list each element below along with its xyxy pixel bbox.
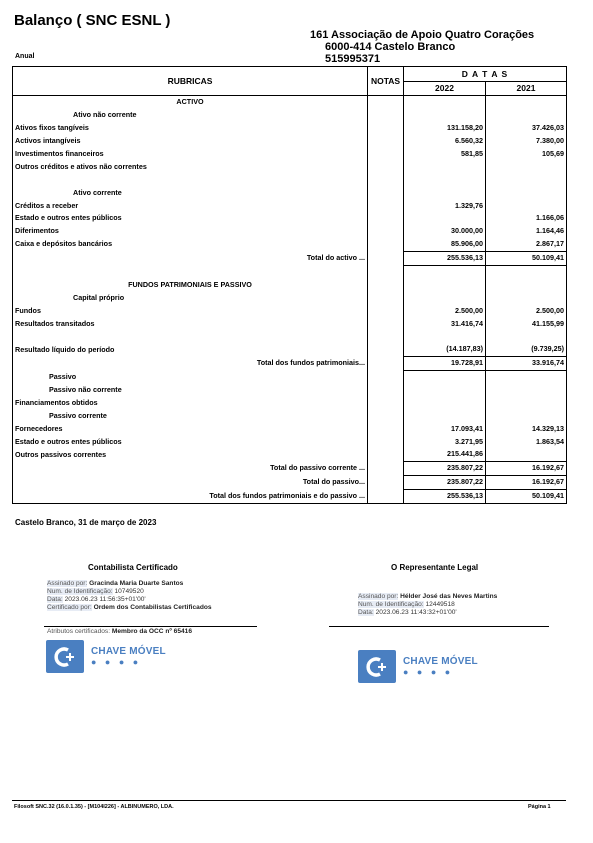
col-datas: D A T A S: [404, 67, 567, 82]
row-value-2021: [486, 265, 567, 278]
row-notes: [368, 265, 404, 278]
row-value-2022: 19.728,91: [404, 356, 486, 370]
row-value-2021: 33.916,74: [486, 356, 567, 370]
row-value-2022: 6.560,32: [404, 135, 486, 148]
document-title: Balanço ( SNC ESNL ): [14, 12, 171, 29]
sig-label: Assinado por:: [358, 593, 399, 600]
row-value-2021: [486, 96, 567, 109]
row-label: Fornecedores: [13, 422, 368, 435]
table-row: [13, 212, 567, 225]
row-value-2022: [404, 384, 486, 397]
sig-signer: Hélder José das Neves Martins: [400, 593, 498, 600]
table-row: [13, 330, 567, 343]
row-label: Resultado líquido do período: [13, 343, 368, 356]
row-notes: [368, 330, 404, 343]
total-row: [13, 475, 567, 489]
logo-text: CHAVE MÓVEL: [91, 646, 166, 657]
row-value-2022: [404, 330, 486, 343]
table-row: [13, 135, 567, 148]
table-row: [13, 291, 567, 304]
row-label: ACTIVO: [13, 96, 368, 109]
col-year-2: 2021: [486, 81, 567, 96]
org-nif: 515995371: [325, 53, 381, 65]
footer-page-number: Página 1: [528, 804, 551, 810]
row-notes: [368, 291, 404, 304]
chave-movel-logo-right: [358, 650, 478, 683]
row-value-2022: 581,85: [404, 148, 486, 161]
table-row: [13, 448, 567, 461]
row-notes: [368, 304, 404, 317]
logo-dots: ● ● ● ●: [403, 667, 454, 677]
row-value-2021: [486, 448, 567, 461]
sig-cert: Ordem dos Contabilistas Certificados: [93, 604, 212, 611]
total-row: [13, 251, 567, 265]
table-row: [13, 317, 567, 330]
org-name: 161 Associação de Apoio Quatro Corações: [310, 29, 535, 41]
sig-cert-label: Certificado por:: [47, 604, 92, 611]
row-notes: [368, 489, 404, 503]
row-label: Total dos fundos patrimoniais e do passivo ...: [13, 489, 368, 503]
sig-id: 10749520: [114, 588, 144, 595]
row-label: Outros passivos correntes: [13, 448, 368, 461]
chave-movel-icon: [358, 650, 396, 683]
table-row: [13, 122, 567, 135]
row-value-2021: 14.329,13: [486, 422, 567, 435]
logo-text: CHAVE MÓVEL: [403, 656, 478, 667]
row-notes: [368, 356, 404, 370]
sig-id: 12449518: [425, 601, 455, 608]
signature-block-accountant: [47, 580, 252, 612]
table-row: [13, 409, 567, 422]
row-value-2022: (14.187,83): [404, 343, 486, 356]
table-row: [13, 238, 567, 251]
row-label: [13, 330, 368, 343]
row-value-2021: [486, 330, 567, 343]
row-label: Total do activo ...: [13, 251, 368, 265]
sig-id-label: Num. de Identificação:: [47, 588, 113, 595]
row-notes: [368, 343, 404, 356]
footer-software: Filosoft SNC.32 (16.0.1.35) - [M104I226] - ALBINUMERO, LDA.: [14, 804, 174, 810]
row-value-2022: 17.093,41: [404, 422, 486, 435]
row-label: Total do passivo...: [13, 475, 368, 489]
row-value-2022: 235.807,22: [404, 475, 486, 489]
sig-date: 2023.06.23 11:43:32+01'00': [375, 609, 457, 616]
row-notes: [368, 422, 404, 435]
row-notes: [368, 173, 404, 186]
row-value-2022: 215.441,86: [404, 448, 486, 461]
row-value-2021: 41.155,99: [486, 317, 567, 330]
sig-id-label: Num. de Identificação:: [358, 601, 424, 608]
row-value-2021: 16.192,67: [486, 461, 567, 475]
balance-rows: [13, 96, 567, 504]
row-notes: [368, 225, 404, 238]
row-value-2021: 1.166,06: [486, 212, 567, 225]
total-row: [13, 489, 567, 503]
row-label: FUNDOS PATRIMONIAIS E PASSIVO: [13, 278, 368, 291]
row-value-2022: [404, 370, 486, 383]
row-label: Ativo não corrente: [13, 109, 368, 122]
row-notes: [368, 199, 404, 212]
table-row: [13, 160, 567, 173]
table-row: [13, 109, 567, 122]
row-value-2022: [404, 109, 486, 122]
chave-movel-logo-left: [46, 640, 166, 673]
row-value-2022: [404, 96, 486, 109]
row-value-2021: [486, 199, 567, 212]
col-year-1: 2022: [404, 81, 486, 96]
row-value-2021: [486, 370, 567, 383]
total-row: [13, 356, 567, 370]
row-value-2022: 131.158,20: [404, 122, 486, 135]
row-value-2021: 2.867,17: [486, 238, 567, 251]
row-value-2021: [486, 173, 567, 186]
row-notes: [368, 384, 404, 397]
row-value-2021: 16.192,67: [486, 475, 567, 489]
row-label: Diferimentos: [13, 225, 368, 238]
row-value-2022: [404, 291, 486, 304]
row-notes: [368, 396, 404, 409]
signature-title-legal-rep: O Representante Legal: [391, 563, 479, 572]
row-notes: [368, 435, 404, 448]
row-notes: [368, 148, 404, 161]
signature-line-left: [44, 626, 257, 627]
row-value-2021: [486, 291, 567, 304]
row-value-2022: 255.536,13: [404, 489, 486, 503]
row-label: Ativo corrente: [13, 186, 368, 199]
row-label: Passivo corrente: [13, 409, 368, 422]
row-value-2021: 7.380,00: [486, 135, 567, 148]
row-value-2021: [486, 278, 567, 291]
row-value-2022: [404, 160, 486, 173]
logo-dots: ● ● ● ●: [91, 657, 142, 667]
table-row: [13, 199, 567, 212]
row-value-2021: [486, 409, 567, 422]
table-row: [13, 396, 567, 409]
sig-attributes: [47, 628, 192, 636]
row-label: Outros créditos e ativos não correntes: [13, 160, 368, 173]
table-row: [13, 304, 567, 317]
sig-attr-label: Atributos certificados:: [47, 628, 111, 635]
row-value-2021: 50.109,41: [486, 251, 567, 265]
table-row: [13, 422, 567, 435]
balance-table: [12, 66, 567, 504]
row-value-2022: [404, 212, 486, 225]
row-value-2021: [486, 384, 567, 397]
place-date: Castelo Branco, 31 de março de 2023: [15, 518, 157, 527]
row-notes: [368, 160, 404, 173]
row-label: Créditos a receber: [13, 199, 368, 212]
row-value-2021: [486, 186, 567, 199]
signature-line-right: [329, 626, 549, 627]
row-value-2022: 31.416,74: [404, 317, 486, 330]
row-notes: [368, 212, 404, 225]
table-row: [13, 186, 567, 199]
row-notes: [368, 251, 404, 265]
row-value-2022: [404, 278, 486, 291]
row-value-2022: 235.807,22: [404, 461, 486, 475]
table-row: [13, 173, 567, 186]
row-value-2022: 255.536,13: [404, 251, 486, 265]
row-value-2022: 1.329,76: [404, 199, 486, 212]
table-row: [13, 384, 567, 397]
row-label: Total do passivo corrente ...: [13, 461, 368, 475]
row-label: Fundos: [13, 304, 368, 317]
footer-divider: [12, 800, 566, 801]
organization-block: [310, 29, 534, 65]
signature-block-legal-rep: [358, 593, 558, 617]
col-rubricas: RUBRICAS: [13, 67, 368, 96]
table-row: [13, 435, 567, 448]
row-label: Caixa e depósitos bancários: [13, 238, 368, 251]
row-value-2022: [404, 186, 486, 199]
row-value-2021: [486, 109, 567, 122]
row-value-2021: (9.739,25): [486, 343, 567, 356]
row-notes: [368, 317, 404, 330]
total-row: [13, 461, 567, 475]
row-value-2022: 85.906,00: [404, 238, 486, 251]
row-notes: [368, 135, 404, 148]
row-label: Passivo não corrente: [13, 384, 368, 397]
row-label: Investimentos financeiros: [13, 148, 368, 161]
periodicity: Anual: [15, 53, 35, 60]
row-label: Capital próprio: [13, 291, 368, 304]
table-row: [13, 278, 567, 291]
row-value-2022: 3.271,95: [404, 435, 486, 448]
row-notes: [368, 409, 404, 422]
sig-label: Assinado por:: [47, 580, 88, 587]
col-notas: NOTAS: [368, 67, 404, 96]
row-label: Estado e outros entes públicos: [13, 212, 368, 225]
row-value-2021: 37.426,03: [486, 122, 567, 135]
row-label: [13, 265, 368, 278]
row-value-2021: [486, 396, 567, 409]
sig-date-label: Data:: [47, 596, 63, 603]
row-label: [13, 173, 368, 186]
row-value-2021: 105,69: [486, 148, 567, 161]
row-label: Resultados transitados: [13, 317, 368, 330]
row-label: Activos intangíveis: [13, 135, 368, 148]
row-value-2021: 2.500,00: [486, 304, 567, 317]
row-label: Estado e outros entes públicos: [13, 435, 368, 448]
row-value-2022: [404, 396, 486, 409]
row-value-2022: [404, 409, 486, 422]
row-label: Ativos fixos tangíveis: [13, 122, 368, 135]
row-notes: [368, 96, 404, 109]
row-notes: [368, 461, 404, 475]
row-label: Financiamentos obtidos: [13, 396, 368, 409]
chave-movel-icon: [46, 640, 84, 673]
row-notes: [368, 278, 404, 291]
sig-date-label: Data:: [358, 609, 374, 616]
row-value-2021: [486, 160, 567, 173]
row-value-2022: [404, 265, 486, 278]
row-value-2022: 2.500,00: [404, 304, 486, 317]
row-value-2021: 1.863,54: [486, 435, 567, 448]
row-notes: [368, 448, 404, 461]
table-row: [13, 370, 567, 383]
row-notes: [368, 238, 404, 251]
row-label: Total dos fundos patrimoniais...: [13, 356, 368, 370]
table-row: [13, 96, 567, 109]
row-notes: [368, 109, 404, 122]
table-row: [13, 225, 567, 238]
table-row: [13, 343, 567, 356]
signature-title-accountant: Contabilista Certificado: [88, 563, 178, 572]
row-value-2021: 50.109,41: [486, 489, 567, 503]
row-value-2022: [404, 173, 486, 186]
table-row: [13, 265, 567, 278]
row-notes: [368, 475, 404, 489]
sig-attr: Membro da OCC nº 65416: [111, 628, 192, 635]
row-value-2021: 1.164,46: [486, 225, 567, 238]
row-notes: [368, 370, 404, 383]
row-notes: [368, 122, 404, 135]
row-label: Passivo: [13, 370, 368, 383]
sig-signer: Gracinda Maria Duarte Santos: [89, 580, 184, 587]
sig-date: 2023.06.23 11:56:35+01'00': [64, 596, 146, 603]
org-address: 6000-414 Castelo Branco: [325, 41, 456, 53]
row-notes: [368, 186, 404, 199]
table-row: [13, 148, 567, 161]
row-value-2022: 30.000,00: [404, 225, 486, 238]
